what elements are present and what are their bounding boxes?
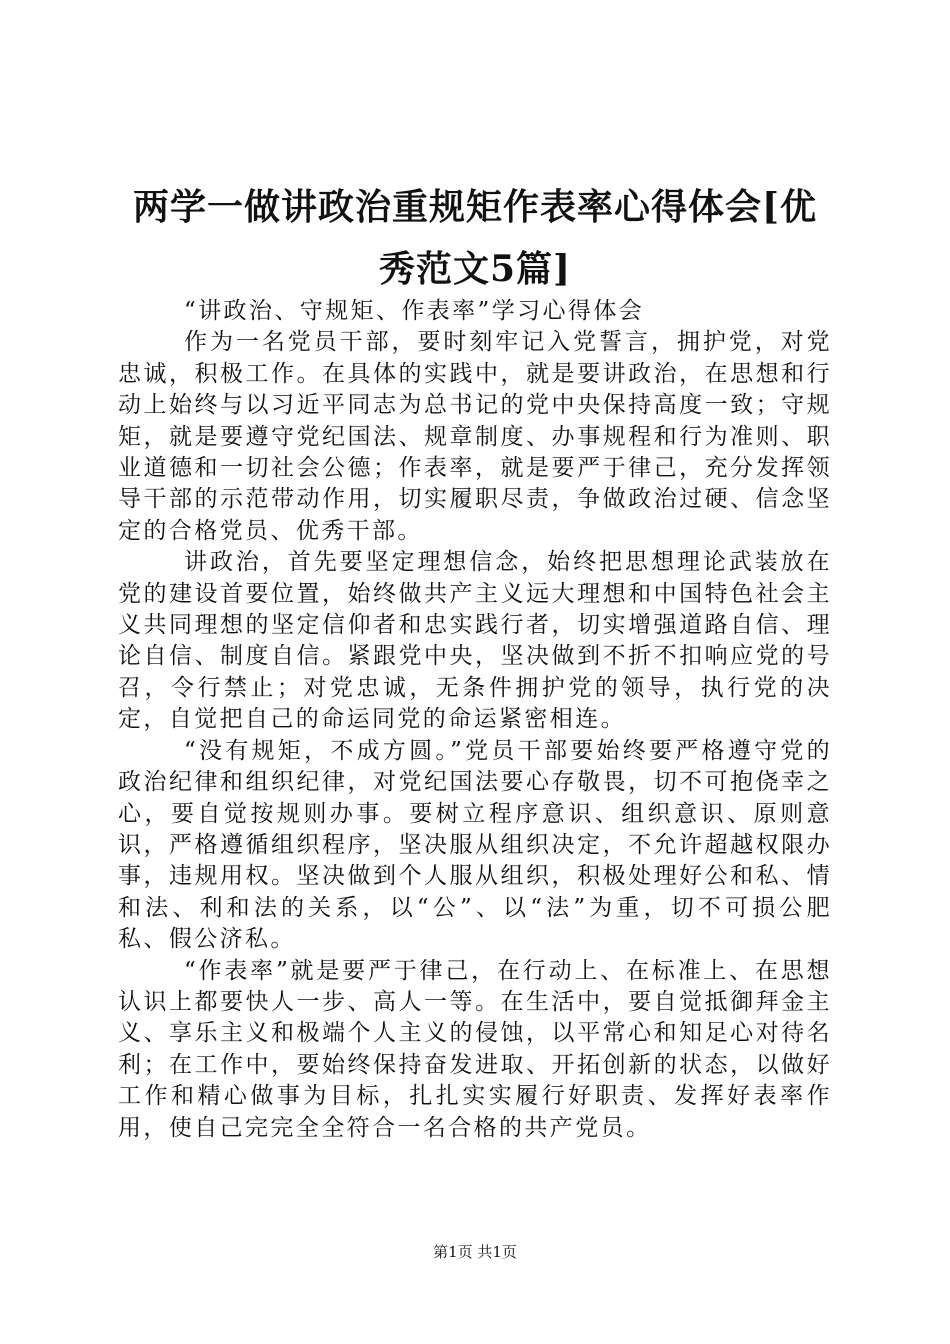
document-body	[118, 296, 832, 1144]
paragraph-3: “没有规矩，不成方圆。”党员干部要始终要严格遵守党的政治纪律和组织纪律，对党纪国法要心存敬畏，切不可抱侥幸之心，要自觉按规则办事。要树立程序意识、组织意识、原则意识，严格遵循组织程序，坚决服从组织决定，不允许超越权限办事，违规用权。坚决做到个人服从组织，积极处理好公和私、情和法、利和法的关系，以“公”、以“法”为重，切不可损公肥私、假公济私。	[118, 737, 832, 953]
page-footer: 第1页 共1页	[433, 1243, 517, 1261]
paragraph-4: “作表率”就是要严于律己，在行动上、在标准上、在思想认识上都要快人一步、高人一等。在生活中，要自觉抵御拜金主义、享乐主义和极端个人主义的侵蚀，以平常心和知足心对待名利；在工作中，要始终保持奋发进取、开拓创新的状态，以做好工作和精心做事为目标，扎扎实实履行好职责、发挥好表率作用，使自己完完全全符合一名合格的共产党员。	[118, 957, 832, 1141]
paragraph-1: 作为一名党员干部，要时刻牢记入党誓言，拥护党，对党忠诚，积极工作。在具体的实践中，就是要讲政治，在思想和行动上始终与以习近平同志为总书记的党中央保持高度一致；守规矩，就是要遵守党纪国法、规章制度、办事规程和行为准则、职业道德和一切社会公德；作表率，就是要严于律己，充分发挥领导干部的示范带动作用，切实履职尽责，争做政治过硬、信念坚定的合格党员、优秀干部。	[118, 329, 832, 544]
paragraph-subtitle: “讲政治、守规矩、作表率”学习心得体会	[184, 298, 645, 324]
document-title: 两学一做讲政治重规矩作表率心得体会[优秀范文5篇]	[132, 186, 818, 290]
paragraph-2: 讲政治，首先要坚定理想信念，始终把思想理论武装放在党的建设首要位置，始终做共产主义远大理想和中国特色社会主义共同理想的坚定信仰者和忠实践行者，切实增强道路自信、理论自信、制度自信。紧跟党中央，坚决做到不折不扣响应党的号召，令行禁止；对党忠诚，无条件拥护党的领导，执行党的决定，自觉把自己的命运同党的命运紧密相连。	[118, 549, 832, 733]
